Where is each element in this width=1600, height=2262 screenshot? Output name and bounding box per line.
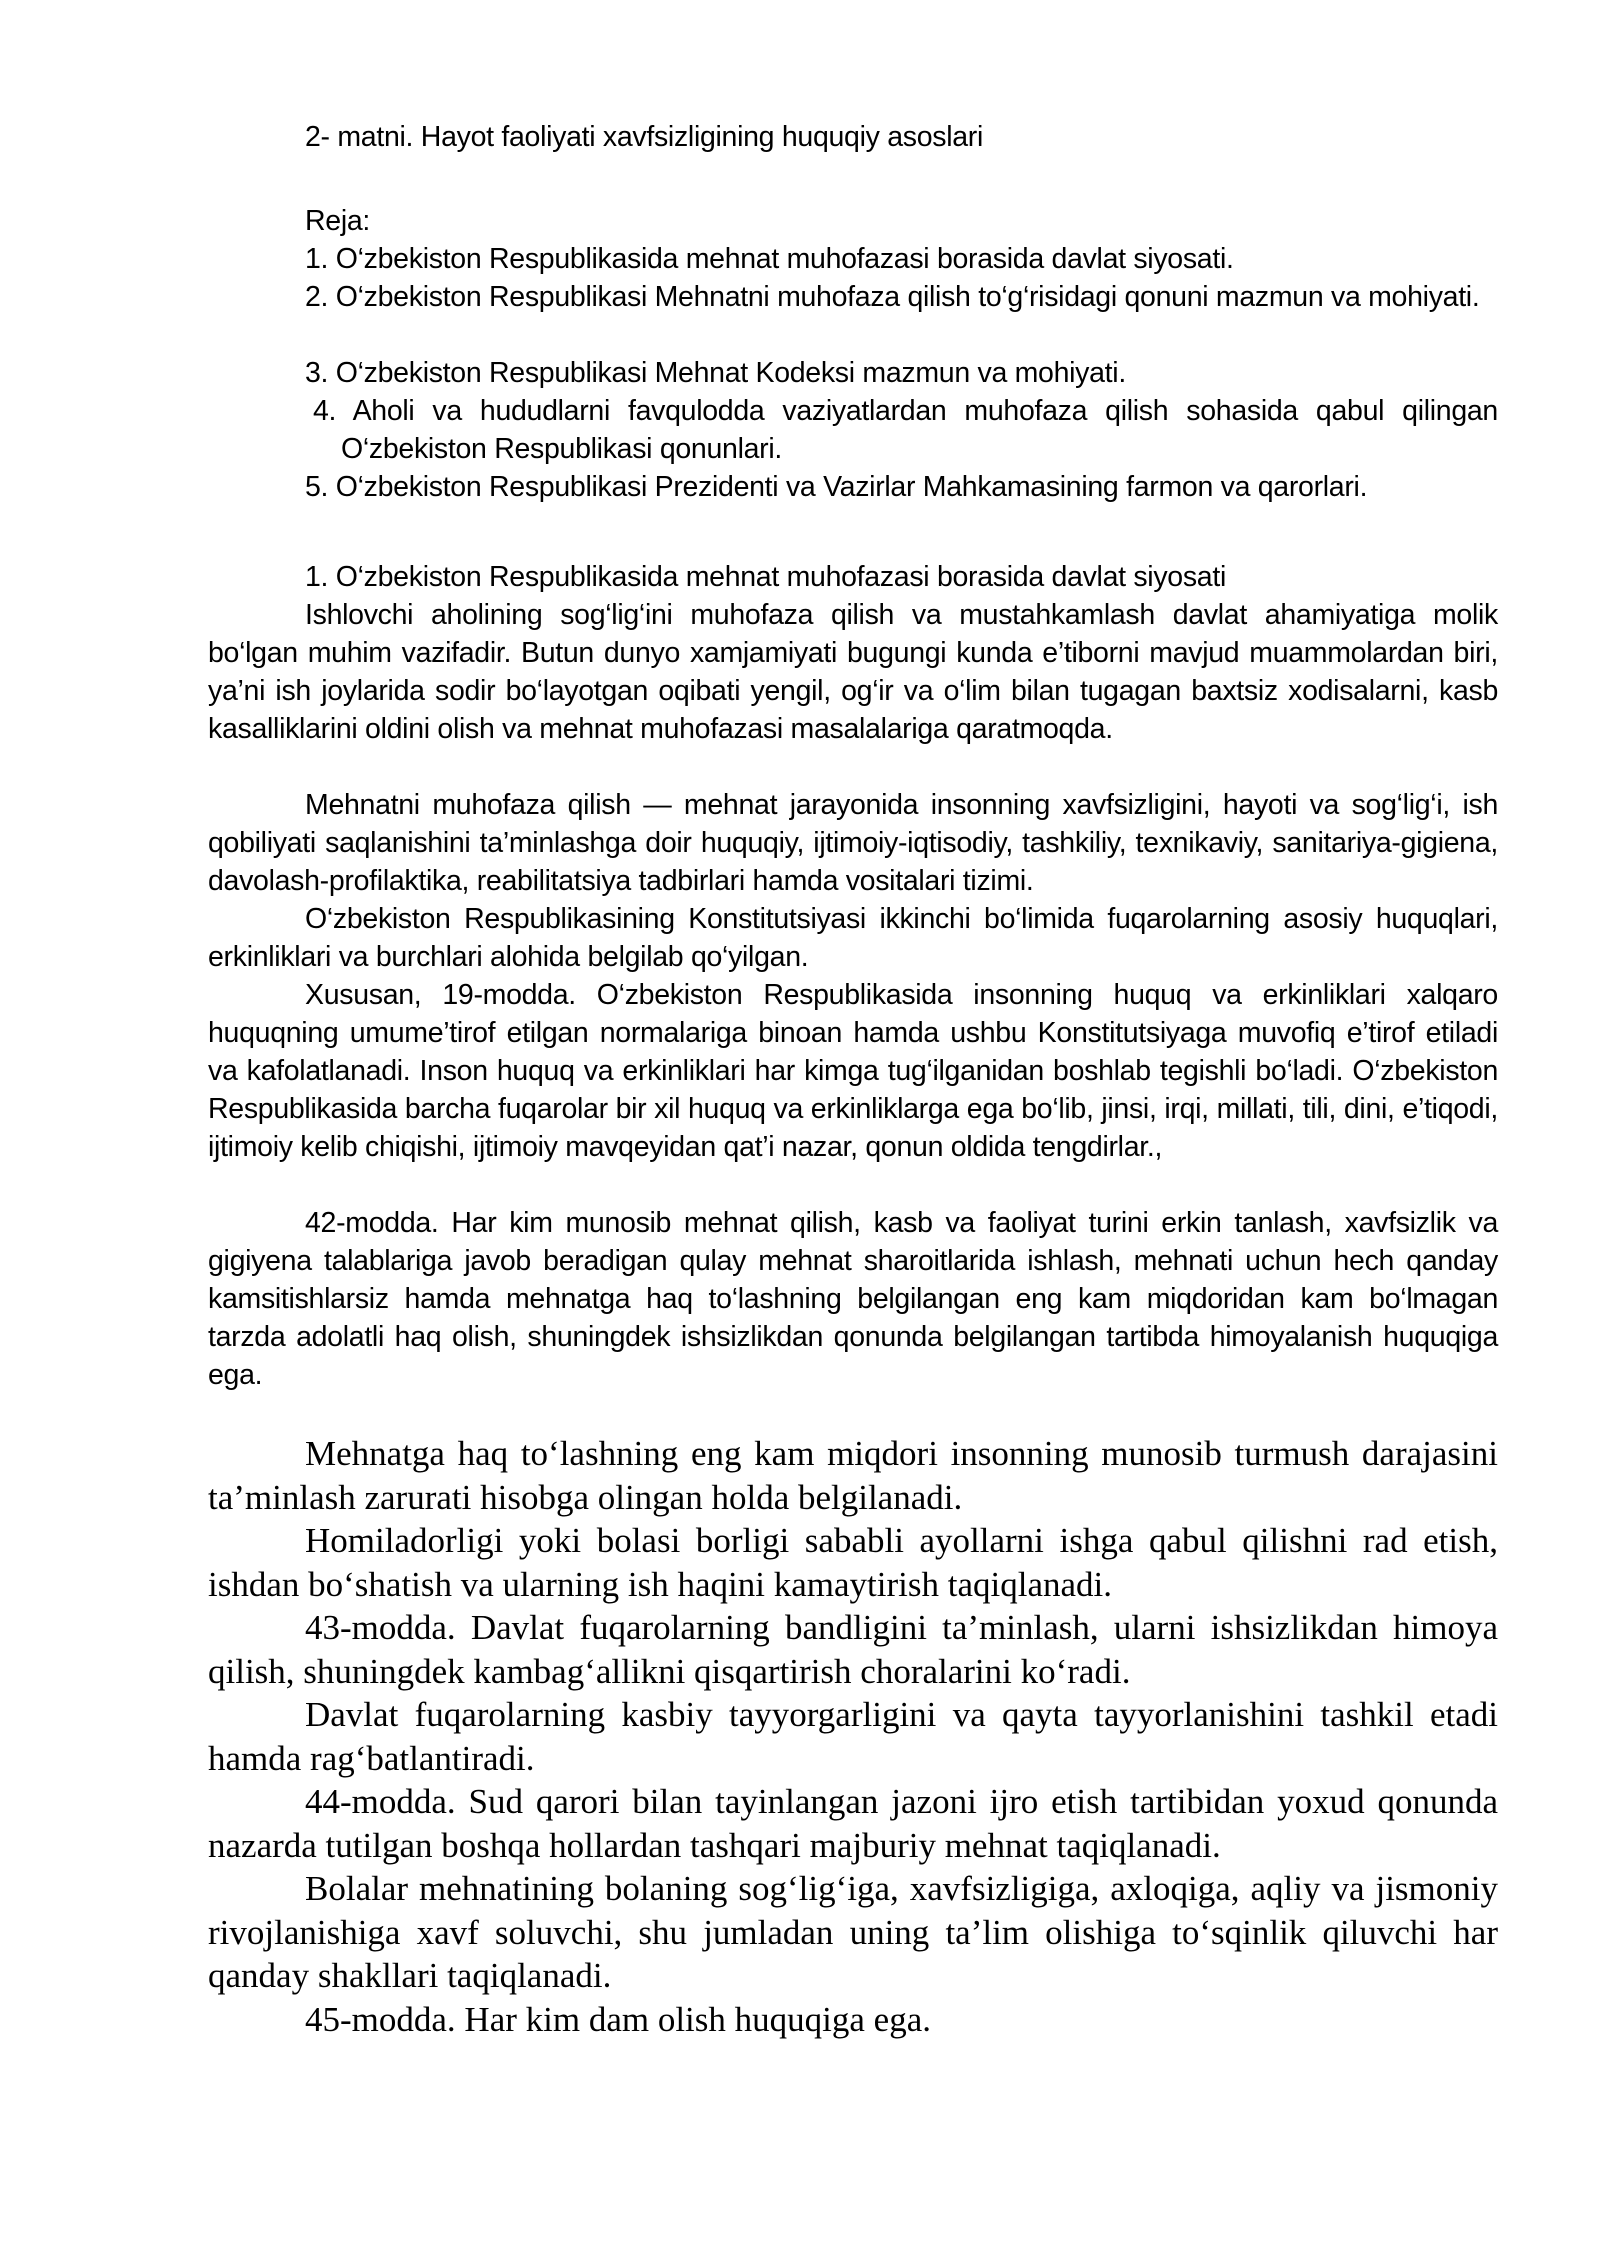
plan-item-4: 4. Aholi va hududlarni favqulodda vaziyatlardan muhofaza qilish sohasida qabul qilingan O‘zbekiston Respublikasi qonunlari. bbox=[313, 395, 1498, 465]
serif-paragraph-1: Mehnatga haq to‘lashning eng kam miqdori insonning munosib turmush darajasini ta’minlash zarurati hisobga olingan holda belgilanadi. bbox=[208, 1434, 1498, 1517]
plan-item-1: 1. O‘zbekiston Respublikasida mehnat muhofazasi borasida davlat siyosati. bbox=[305, 243, 1234, 275]
paragraph-3: O‘zbekiston Respublikasining Konstitutsiyasi ikkinchi bo‘limida fuqarolarning asosiy huquqlari, erkinliklari va burchlari alohida belgilab qo‘yilgan. bbox=[208, 903, 1498, 973]
serif-paragraph-2: Homiladorligi yoki bolasi borligi sababli ayollarni ishga qabul qilishni rad etish, ishdan bo‘shatish va ularning ish haqini kamaytirish taqiqlanadi. bbox=[208, 1521, 1498, 1604]
serif-paragraph-6: Bolalar mehnatining bolaning sog‘lig‘iga, xavfsizligiga, axloqiga, aqliy va jismoniy rivojlanishiga xavf soluvchi, shu jumladan uning ta’lim olishiga to‘sqinlik qiluvchi har qanday shakllari taqiqlanadi. bbox=[208, 1869, 1498, 1995]
plan-item-3: 3. O‘zbekiston Respublikasi Mehnat Kodeksi mazmun va mohiyati. bbox=[305, 357, 1126, 389]
paragraph-2: Mehnatni muhofaza qilish — mehnat jarayonida insonning xavfsizligini, hayoti va sog‘lig‘i, ish qobiliyati saqlanishini ta’minlashga doir huquqiy, ijtimoiy-iqtisodiy, tashkiliy, texnikaviy, sanitariya-gigiena, davolash-profilaktika, reabilitatsiya tadbirlari hamda vositalari tizimi. bbox=[208, 789, 1498, 897]
document-title: 2- matni. Hayot faoliyati xavfsizligining huquqiy asoslari bbox=[305, 121, 984, 153]
plan-item-2: 2. O‘zbekiston Respublikasi Mehnatni muhofaza qilish to‘g‘risidagi qonuni mazmun va mohiyati. bbox=[305, 281, 1480, 313]
serif-paragraph-7: 45-modda. Har kim dam olish huquqiga ega. bbox=[305, 2000, 931, 2039]
serif-paragraph-5: 44-modda. Sud qarori bilan tayinlangan jazoni ijro etish tartibidan yoxud qonunda nazarda tutilgan boshqa hollardan tashqari majburiy mehnat taqiqlanadi. bbox=[208, 1782, 1498, 1865]
section-heading: 1. O‘zbekiston Respublikasida mehnat muhofazasi borasida davlat siyosati bbox=[305, 561, 1226, 593]
plan-heading: Reja: bbox=[305, 205, 371, 237]
serif-paragraph-3: 43-modda. Davlat fuqarolarning bandligini ta’minlash, ularni ishsizlikdan himoya qilish, shuningdek kambag‘allikni qisqartirish choralarini ko‘radi. bbox=[208, 1608, 1498, 1691]
paragraph-4: Xususan, 19-modda. O‘zbekiston Respublikasida insonning huquq va erkinliklari xalqaro huquqning umume’tirof etilgan normalariga binoan hamda ushbu Konstitutsiyaga muvofiq e’tirof etiladi va kafolatlanadi. Inson huquq va erkinliklari har kimga tug‘ilganidan boshlab tegishli bo‘ladi. O‘zbekiston Respublikasida barcha fuqarolar bir xil huquq va erkinliklarga ega bo‘lib, jinsi, irqi, millati, tili, dini, e’tiqodi, ijtimoiy kelib chiqishi, ijtimoiy mavqeyidan qat’i nazar, qonun oldida tengdirlar., bbox=[208, 979, 1498, 1163]
plan-item-5: 5. O‘zbekiston Respublikasi Prezidenti va Vazirlar Mahkamasining farmon va qarorlari. bbox=[305, 471, 1368, 503]
serif-paragraph-4: Davlat fuqarolarning kasbiy tayyorgarligini va qayta tayyorlanishini tashkil etadi hamda rag‘batlantiradi. bbox=[208, 1695, 1498, 1778]
paragraph-1: Ishlovchi aholining sog‘lig‘ini muhofaza qilish va mustahkamlash davlat ahamiyatiga molik bo‘lgan muhim vazifadir. Butun dunyo xamjamiyati bugungi kunda e’tiborni mavjud muammolardan biri, ya’ni ish joylarida sodir bo‘layotgan oqibati yengil, og‘ir va o‘lim bilan tugagan baxtsiz xodisalarni, kasb kasalliklarini oldini olish va mehnat muhofazasi masalalariga qaratmoqda. bbox=[208, 599, 1498, 745]
paragraph-5: 42-modda. Har kim munosib mehnat qilish, kasb va faoliyat turini erkin tanlash, xavfsizlik va gigiyena talablariga javob beradigan qulay mehnat sharoitlarida ishlash, mehnati uchun hech qanday kamsitishlarsiz hamda mehnatga haq to‘lashning belgilangan eng kam miqdoridan kam bo‘lmagan tarzda adolatli haq olish, shuningdek ishsizlikdan qonunda belgilangan tartibda himoyalanish huquqiga ega. bbox=[208, 1207, 1498, 1391]
